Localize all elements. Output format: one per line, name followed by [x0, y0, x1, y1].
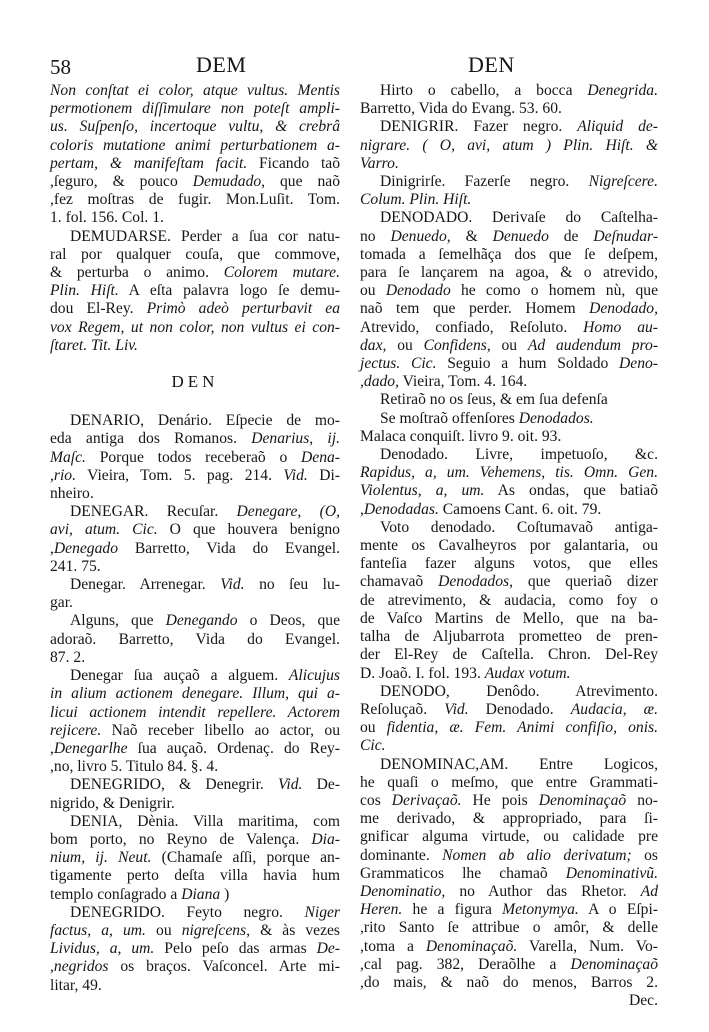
- text-line: [360, 228, 658, 246]
- text-line: [50, 940, 340, 958]
- roman-text: DEMUDARSE. Perder a ſua cor natu-: [70, 227, 340, 245]
- italic-text: Alicujus: [288, 667, 340, 685]
- roman-text: A o Eſpi-: [578, 901, 658, 919]
- text-line: [50, 191, 340, 209]
- roman-text: ou: [145, 921, 182, 939]
- text-line: [50, 100, 340, 118]
- roman-text: me derivado, & appropriado, para ſi-: [360, 810, 658, 828]
- roman-text: ,: [360, 500, 364, 518]
- text-line: [360, 82, 658, 100]
- italic-text: Denodados.: [518, 409, 594, 427]
- roman-text: dominante.: [360, 846, 443, 864]
- roman-text: ,cal pag. 382, Deraõlhe a: [360, 955, 571, 973]
- roman-text: ,: [50, 958, 54, 976]
- italic-text: Deſnudar-: [593, 227, 659, 245]
- roman-text: Naõ receber libello ao actor, ou: [101, 721, 340, 739]
- roman-text: no Author das Rhetor.: [445, 882, 641, 900]
- roman-text: ,fez moſtras de fugir. Mon.Luſit. Tom.: [50, 191, 340, 209]
- italic-text: Nigreſcere.: [588, 173, 658, 191]
- roman-text: gar.: [50, 594, 73, 612]
- roman-text: De-: [302, 776, 340, 794]
- roman-text: A eſta palavra logo ſe demu-: [118, 282, 340, 300]
- italic-text: Denarius, ij.: [251, 430, 340, 448]
- italic-text: Violentus, a, um.: [360, 482, 485, 500]
- roman-text: tigamente perto deſta villa havia hum: [50, 867, 340, 885]
- italic-text: dax,: [360, 336, 387, 354]
- italic-text: Deno-: [619, 355, 658, 373]
- roman-text: no ſeu lu-: [244, 576, 340, 594]
- italic-text: rejicere.: [50, 721, 102, 739]
- text-line: [50, 776, 340, 794]
- roman-text: DENOMINAC,AM. Entre Logicos,: [380, 755, 658, 773]
- text-line: [360, 337, 658, 355]
- roman-text: chamavaõ: [360, 573, 439, 591]
- italic-text: Audax votum.: [484, 664, 571, 682]
- roman-text: Camoens Cant. 6. oit. 79.: [438, 500, 602, 518]
- roman-text: Grammaticos lhe chamaõ: [360, 864, 566, 882]
- italic-text: Denominaçaõ: [538, 791, 627, 809]
- italic-text: Homo au-: [583, 318, 658, 336]
- text-line: [360, 537, 658, 555]
- text-line: [360, 191, 658, 209]
- text-line: [360, 592, 658, 610]
- roman-text: D. Joaõ. I. fol. 193.: [360, 664, 485, 682]
- text-line: [50, 612, 340, 630]
- text-line: [360, 501, 658, 519]
- text-line: [360, 737, 658, 755]
- italic-text: Primò adeò perturbavit ea: [146, 300, 340, 318]
- italic-text: Dena-: [301, 448, 340, 466]
- text-line: [50, 282, 340, 300]
- text-line: [50, 740, 340, 758]
- roman-text: nheiro.: [50, 485, 94, 503]
- roman-text: Ficando taõ: [247, 154, 340, 172]
- text-line: [50, 977, 340, 995]
- roman-text: Barretto, Vida do Evang. 53. 60.: [360, 100, 562, 118]
- text-line: [50, 722, 340, 740]
- text-line: [50, 264, 340, 282]
- italic-text: Diana: [181, 885, 221, 903]
- text-line: [360, 173, 658, 191]
- text-line: [50, 412, 340, 430]
- roman-text: ral por qualquer couſa, que commove,: [50, 245, 340, 263]
- italic-text: Dia-: [311, 830, 340, 848]
- roman-text: (Chamaſe aſſi, porque an-: [151, 849, 340, 867]
- italic-text: ſtaret. Tit. Liv.: [50, 336, 138, 354]
- running-head-right: DEN: [468, 52, 515, 77]
- text-line: [50, 849, 340, 867]
- text-line: [50, 155, 340, 173]
- roman-text: DENEGAR. Recuſar.: [70, 503, 237, 521]
- text-line: [360, 118, 658, 136]
- text-line: [50, 667, 340, 685]
- roman-text: Varella, Num. Vo-: [517, 937, 659, 955]
- catchword: Dec.: [628, 992, 658, 1010]
- italic-text: Colum. Plin. Hiſt.: [360, 191, 472, 209]
- italic-text: Denegado: [53, 539, 118, 557]
- roman-text: templo conſagrado a: [50, 885, 182, 903]
- text-line: [360, 610, 658, 628]
- text-line: [360, 865, 658, 883]
- roman-text: o Deos, que: [237, 612, 340, 630]
- text-line: [360, 137, 658, 155]
- roman-text: ou: [490, 336, 528, 354]
- text-line: [360, 974, 658, 992]
- text-line: [50, 904, 340, 922]
- roman-text: Pelo peſo das armas: [154, 940, 317, 958]
- roman-text: 1. fol. 156. Col. 1.: [50, 209, 164, 227]
- text-line: [50, 246, 340, 264]
- text-line: [360, 482, 658, 500]
- roman-text: no: [360, 227, 391, 245]
- text-line: [360, 792, 658, 810]
- text-line: [50, 631, 340, 649]
- roman-text: He pois: [461, 791, 539, 809]
- text-line: [50, 813, 340, 831]
- italic-text: Denominativũ.: [565, 864, 658, 882]
- text-line: [360, 446, 658, 464]
- roman-text: no-: [626, 791, 658, 809]
- text-line: [360, 373, 658, 391]
- text-line: [360, 701, 658, 719]
- italic-text: Lividus, a, um.: [50, 940, 155, 958]
- text-line: [360, 810, 658, 828]
- italic-text: Denegrida.: [587, 82, 658, 99]
- text-line: [360, 665, 658, 683]
- roman-text: As ondas, que batiaõ: [484, 482, 658, 500]
- italic-text: Varro.: [360, 154, 399, 172]
- roman-text: Voto denodado. Coſtumavaõ antiga-: [380, 518, 658, 536]
- text-line: [360, 209, 658, 227]
- italic-text: Derivaçaõ.: [391, 791, 462, 809]
- italic-text: permotionem diſſimulare non poteſt ampli-: [50, 100, 340, 118]
- roman-text: Barretto, Vida do Evangel.: [118, 539, 340, 557]
- italic-text: Denodados,: [438, 573, 513, 591]
- italic-text: in alium actionem denegare. Illum, qui a-: [50, 685, 340, 703]
- italic-text: negridos: [53, 958, 109, 976]
- italic-text: Plin. Hiſt.: [50, 282, 119, 300]
- roman-text: nigrido, & Denigrir.: [50, 794, 175, 812]
- roman-text: bom porto, no Reyno de Valença.: [50, 830, 312, 848]
- roman-text: ou: [360, 719, 387, 737]
- text-line: [50, 831, 340, 849]
- italic-text: jectus. Cic.: [360, 355, 437, 373]
- page-number: 58: [50, 55, 71, 79]
- roman-text: DENIGRIR. Fazer negro.: [380, 118, 578, 136]
- roman-text: & perturba o animo.: [50, 264, 224, 282]
- roman-text: DENEGRIDO, & Denegrir.: [70, 776, 279, 794]
- italic-text: Confidens,: [423, 336, 491, 354]
- roman-text: que naõ: [265, 173, 340, 191]
- text-line: [50, 576, 340, 594]
- roman-text: dou El-Rey.: [50, 300, 147, 318]
- text-line: [50, 704, 340, 722]
- text-line: [360, 901, 658, 919]
- section-heading: DEN: [171, 372, 219, 392]
- roman-text: der El-Rey de Caſtella. Chron. Del-Rey: [360, 646, 658, 664]
- roman-text: Atrevido, confiado, Reſoluto.: [360, 318, 584, 336]
- text-line: [360, 428, 658, 446]
- italic-text: vox Regem, ut non color, non vultus ei con-: [50, 318, 340, 336]
- text-line: [360, 319, 658, 337]
- text-line: [360, 391, 658, 409]
- italic-text: Demudado,: [192, 173, 266, 191]
- italic-text: Vid.: [444, 700, 469, 718]
- roman-text: Seguio a hum Soldado: [436, 355, 620, 373]
- text-line: [360, 919, 658, 937]
- italic-text: pertam, & manifeſtam facit.: [50, 154, 248, 172]
- text-line: [50, 795, 340, 813]
- italic-text: fidentia, æ. Fem. Animi confiſio, onis.: [386, 719, 658, 737]
- italic-text: De-: [316, 940, 340, 958]
- text-line: [360, 938, 658, 956]
- roman-text: DENIA, Dènia. Villa maritima, com: [70, 812, 340, 830]
- italic-text: ,rio.: [50, 466, 76, 484]
- text-line: [360, 246, 658, 264]
- text-line: [50, 209, 340, 227]
- text-line: [360, 555, 658, 573]
- roman-text: que queriaõ dizer: [513, 573, 658, 591]
- text-line: [360, 956, 658, 974]
- italic-text: Aliquid de-: [577, 118, 658, 136]
- text-line: [50, 118, 340, 136]
- italic-text: us. Suſpenſo, incertoque vultu, & crebrâ: [50, 118, 340, 136]
- roman-text: ou: [386, 336, 424, 354]
- text-line: [360, 628, 658, 646]
- roman-text: litar, 49.: [50, 976, 102, 994]
- roman-text: Se moſtraõ offenſores: [380, 409, 519, 427]
- text-line: [50, 758, 340, 776]
- text-line: [50, 449, 340, 467]
- roman-text: Alguns, que: [70, 612, 166, 630]
- roman-text: Dinigrirſe. Fazerſe negro.: [380, 173, 589, 191]
- italic-text: Denuedo: [492, 227, 549, 245]
- roman-text: ,no, livro 5. Titulo 84. §. 4.: [50, 758, 219, 776]
- italic-text: Denodadas.: [363, 500, 439, 518]
- text-line: [360, 847, 658, 865]
- italic-text: Colorem mutare.: [223, 264, 340, 282]
- italic-text: Audacia, æ.: [570, 700, 658, 718]
- roman-text: Retiraõ no os ſeus, & em ſua defenſa: [380, 391, 608, 409]
- roman-text: de atrevimento, & audacia, como foy o: [360, 591, 658, 609]
- left-column-text-top: [50, 82, 340, 355]
- roman-text: ,do mais, & naõ do menos, Barros 2.: [360, 973, 658, 991]
- text-line: [360, 646, 658, 664]
- italic-text: Nomen ab alio derivatum;: [442, 846, 632, 864]
- text-line: [50, 886, 340, 904]
- italic-text: Heren.: [360, 901, 403, 919]
- italic-text: licui actionem intendit repellere. Actorem: [50, 703, 340, 721]
- text-line: [50, 173, 340, 191]
- italic-text: Vid.: [278, 776, 303, 794]
- running-head-left: DEM: [196, 52, 247, 77]
- text-line: [50, 867, 340, 885]
- italic-text: Non conſtat ei color, atque vultus. Mentis: [50, 82, 340, 99]
- text-line: [360, 519, 658, 537]
- roman-text: ,: [50, 539, 54, 557]
- roman-text: Vieira, Tom. 4. 164.: [398, 373, 528, 391]
- text-line: [360, 410, 658, 428]
- roman-text: adoraõ. Barretto, Vida do Evangel.: [50, 630, 340, 648]
- italic-text: ,dado,: [360, 373, 399, 391]
- text-line: [360, 300, 658, 318]
- roman-text: &: [450, 227, 493, 245]
- italic-text: Cic.: [360, 737, 386, 755]
- roman-text: os: [631, 846, 659, 864]
- italic-text: Metonymya.: [502, 901, 579, 919]
- text-line: [50, 319, 340, 337]
- roman-text: ): [220, 885, 230, 903]
- roman-text: Denodado.: [468, 700, 571, 718]
- roman-text: Hirto o cabello, a bocca: [380, 82, 588, 99]
- italic-text: Ad audendum pro-: [527, 336, 659, 354]
- italic-text: Niger: [304, 903, 340, 921]
- italic-text: Denuedo,: [390, 227, 451, 245]
- roman-text: Porque todos receberaõ o: [85, 448, 302, 466]
- text-line: [50, 503, 340, 521]
- text-line: [50, 430, 340, 448]
- text-line: [360, 883, 658, 901]
- italic-text: Denegare, (O,: [236, 503, 340, 521]
- text-line: [360, 155, 658, 173]
- right-column-text: [360, 82, 658, 992]
- roman-text: ,ſeguro, & pouco: [50, 173, 193, 191]
- roman-text: eda antiga dos Romanos.: [50, 430, 252, 448]
- italic-text: nigrare. ( O, avi, atum ) Plin. Hiſt. &: [360, 136, 658, 154]
- roman-text: ,: [50, 739, 54, 757]
- roman-text: Denegar ſua auçaõ a alguem.: [70, 667, 289, 685]
- roman-text: Malaca conquiſt. livro 9. oit. 93.: [360, 427, 562, 445]
- text-line: [360, 683, 658, 701]
- left-column-text-bottom: [50, 412, 340, 995]
- text-line: [50, 228, 340, 246]
- italic-text: Ad: [640, 882, 658, 900]
- roman-text: he quaſi o meſmo, que entre Grammati-: [360, 773, 658, 791]
- italic-text: Denodado: [385, 282, 451, 300]
- text-line: [50, 958, 340, 976]
- roman-text: tomada a ſemelhãça dos que ſe deſpem,: [360, 245, 658, 263]
- left-column: [50, 82, 340, 995]
- roman-text: DENEGRIDO. Feyto negro.: [70, 903, 305, 921]
- roman-text: ,toma a: [360, 937, 426, 955]
- roman-text: Vieira, Tom. 5. pag. 214.: [76, 466, 284, 484]
- text-line: [50, 300, 340, 318]
- italic-text: Denodado,: [589, 300, 658, 318]
- text-line: [50, 922, 340, 940]
- text-line: [360, 355, 658, 373]
- roman-text: gnificar alguma virtude, ou calidade pre: [360, 828, 658, 846]
- italic-text: Denominatio,: [360, 882, 446, 900]
- text-line: [50, 485, 340, 503]
- text-line: [360, 828, 658, 846]
- italic-text: nigreſcens,: [181, 921, 251, 939]
- text-line: [360, 573, 658, 591]
- roman-text: de Vaſco Martins de Mello, que na ba-: [360, 609, 658, 627]
- text-line: [50, 685, 340, 703]
- roman-text: he a figura: [402, 901, 503, 919]
- text-line: [360, 264, 658, 282]
- roman-text: talha de Aljubarrota prometteo de pren-: [360, 628, 658, 646]
- italic-text: Denominaçaõ: [570, 955, 658, 973]
- italic-text: Vid.: [283, 466, 308, 484]
- text-line: [50, 82, 340, 100]
- roman-text: ſua auçaõ. Ordenaç. do Rey-: [127, 739, 340, 757]
- roman-text: para ſe lançarem na agoa, & o atrevido,: [360, 264, 658, 282]
- text-line: [360, 756, 658, 774]
- roman-text: Denodado. Livre, impetuoſo, &c.: [380, 446, 658, 464]
- text-line: [50, 467, 340, 485]
- roman-text: fanteſia fazer alguns votos, que elles: [360, 555, 658, 573]
- roman-text: DENODO, Denôdo. Atrevimento.: [380, 682, 658, 700]
- right-column: [360, 82, 658, 1010]
- text-line: [360, 100, 658, 118]
- roman-text: Di-: [307, 466, 340, 484]
- italic-text: Rapidus, a, um. Vehemens, tis. Omn. Gen.: [360, 464, 658, 482]
- text-line: [50, 137, 340, 155]
- roman-text: O que houvera benigno: [157, 521, 340, 539]
- roman-text: Reſoluçaõ.: [360, 700, 445, 718]
- roman-text: naõ tem que perder. Homem: [360, 300, 590, 318]
- text-line: [360, 774, 658, 792]
- roman-text: 241. 75.: [50, 557, 101, 575]
- italic-text: nium, ij. Neut.: [50, 849, 152, 867]
- text-line: [360, 719, 658, 737]
- italic-text: factus, a, um.: [50, 921, 146, 939]
- roman-text: Denegar. Arrenegar.: [70, 576, 221, 594]
- text-line: [50, 649, 340, 667]
- roman-text: mente os Cavalheyros por galantaria, ou: [360, 537, 658, 555]
- italic-text: avi, atum. Cic.: [50, 521, 158, 539]
- italic-text: Denominaçaõ.: [425, 937, 518, 955]
- roman-text: 87. 2.: [50, 648, 86, 666]
- text-line: [360, 282, 658, 300]
- roman-text: ou: [360, 282, 386, 300]
- italic-text: Maſc.: [50, 448, 86, 466]
- roman-text: & às vezes: [250, 921, 341, 939]
- text-line: [50, 521, 340, 539]
- italic-text: Vid.: [220, 576, 245, 594]
- italic-text: coloris mutatione animi perturbationem a-: [50, 136, 340, 154]
- text-line: [50, 594, 340, 612]
- roman-text: os braços. Vaſconcel. Arte mi-: [108, 958, 340, 976]
- text-line: [50, 558, 340, 576]
- text-line: [50, 540, 340, 558]
- roman-text: de: [548, 227, 594, 245]
- roman-text: he como o homem nù, que: [450, 282, 658, 300]
- roman-text: DENARIO, Denário. Eſpecie de mo-: [70, 412, 340, 430]
- text-line: [360, 464, 658, 482]
- roman-text: ,rito Santo ſe attribue o amôr, & delle: [360, 919, 658, 937]
- italic-text: Denegando: [165, 612, 238, 630]
- text-line: [50, 337, 340, 355]
- italic-text: Denegarlhe: [53, 739, 128, 757]
- roman-text: DENODADO. Derivaſe do Caſtelha-: [380, 209, 658, 227]
- roman-text: cos: [360, 791, 392, 809]
